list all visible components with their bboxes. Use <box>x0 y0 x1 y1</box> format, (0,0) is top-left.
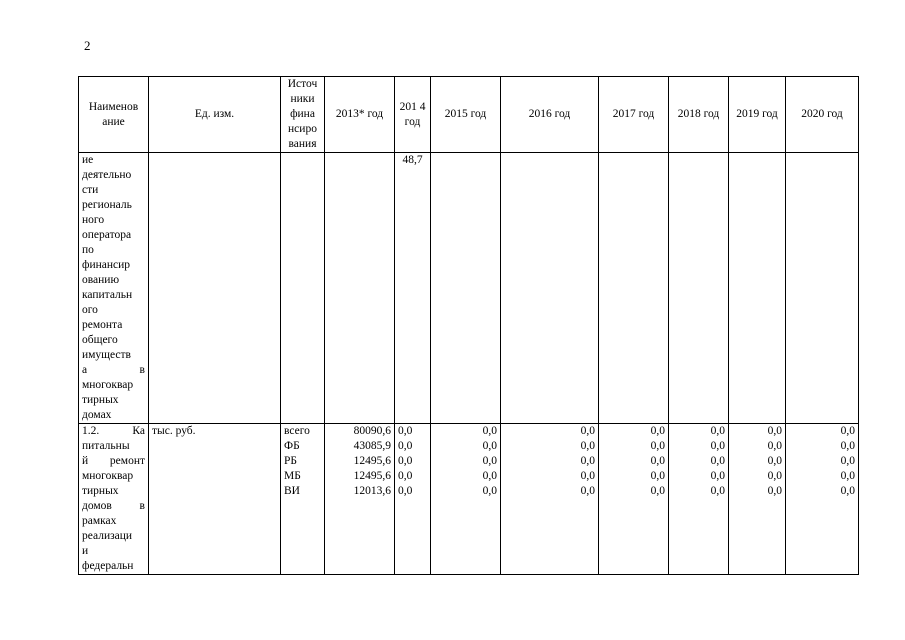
header-unit: Ед. изм. <box>149 77 281 153</box>
value-y2018: 0,0 <box>710 470 725 482</box>
activity-name-line: общего <box>82 334 118 346</box>
value-y2017: 0,0 <box>650 455 665 467</box>
value-y2013: 12495,6 <box>353 470 391 482</box>
activity-name-line: капитальн <box>82 289 133 301</box>
value-y2019: 0,0 <box>767 485 782 497</box>
repair-2020-cell <box>786 424 859 575</box>
value-y2018: 0,0 <box>710 440 725 452</box>
header-2014: 201 4 год <box>395 77 431 153</box>
value-y2015: 0,0 <box>482 440 497 452</box>
value-y2016: 0,0 <box>580 485 595 497</box>
repair-2018-cell <box>669 424 729 575</box>
header-2017: 2017 год <box>599 77 669 153</box>
activity-2017-cell <box>599 153 669 424</box>
repair-2016-cell <box>501 424 599 575</box>
value-y2014: 0,0 <box>398 455 413 467</box>
activity-name-line: ного <box>82 214 105 226</box>
header-2016: 2016 год <box>501 77 599 153</box>
value-y2019: 0,0 <box>767 440 782 452</box>
activity-2020-cell <box>786 153 859 424</box>
value-y2013: 12013,6 <box>353 485 391 497</box>
activity-2014-cell: 48,7 <box>395 153 431 424</box>
value-y2014: 0,0 <box>398 425 413 437</box>
value-y2013: 12495,6 <box>353 455 391 467</box>
value-y2016: 0,0 <box>580 440 595 452</box>
header-2018: 2018 год <box>669 77 729 153</box>
repair-name-line: федеральн <box>82 560 134 572</box>
header-2019: 2019 год <box>729 77 786 153</box>
value-y2014: 0,0 <box>398 485 413 497</box>
value-y2019: 0,0 <box>767 425 782 437</box>
activity-2015-cell <box>431 153 501 424</box>
table-row-activity <box>79 153 859 424</box>
value-y2014: 0,0 <box>398 440 413 452</box>
source-label: МБ <box>284 470 301 482</box>
source-label: ВИ <box>284 485 300 497</box>
header-2020: 2020 год <box>786 77 859 153</box>
activity-name-line: оператора <box>82 229 132 241</box>
activity-name-line: региональ <box>82 199 132 211</box>
repair-2013-cell <box>325 424 395 575</box>
header-2013: 2013* год <box>325 77 395 153</box>
value-y2019: 0,0 <box>767 470 782 482</box>
activity-name-line: ремонта <box>82 319 123 331</box>
value-y2020: 0,0 <box>840 425 855 437</box>
value-y2013: 80090,6 <box>353 425 391 437</box>
table-row-repair <box>79 424 859 575</box>
repair-name-line: многоквар <box>82 470 134 482</box>
value-y2018: 0,0 <box>710 455 725 467</box>
value-y2013: 43085,9 <box>353 440 391 452</box>
activity-name-line: ованию <box>82 274 120 286</box>
value-y2019: 0,0 <box>767 455 782 467</box>
activity-name-line: по <box>82 244 94 256</box>
activity-unit-cell <box>149 153 281 424</box>
repair-name-cell <box>79 424 149 575</box>
activity-name-line: имуществ <box>82 349 131 361</box>
value-y2017: 0,0 <box>650 485 665 497</box>
value-y2018: 0,0 <box>710 425 725 437</box>
repair-name-line: тирных <box>82 485 119 497</box>
activity-name-line: ого <box>82 304 98 316</box>
value-y2018: 0,0 <box>710 485 725 497</box>
value-y2015: 0,0 <box>482 470 497 482</box>
repair-2014-cell <box>395 424 431 575</box>
value-y2020: 0,0 <box>840 440 855 452</box>
value-y2015: 0,0 <box>482 425 497 437</box>
header-row <box>79 77 859 153</box>
value-y2015: 0,0 <box>482 455 497 467</box>
repair-name-line: домов в <box>82 500 145 512</box>
activity-name-line: тирных <box>82 394 119 406</box>
repair-source-cell <box>281 424 325 575</box>
activity-source-cell <box>281 153 325 424</box>
repair-name-line: рамках <box>82 515 117 527</box>
activity-2016-cell <box>501 153 599 424</box>
activity-name-line: домах <box>82 409 112 421</box>
value-y2017: 0,0 <box>650 440 665 452</box>
repair-2017-cell <box>599 424 669 575</box>
source-label: РБ <box>284 455 297 467</box>
activity-name-line: многоквар <box>82 379 134 391</box>
page-number: 2 <box>84 38 91 53</box>
source-label: всего <box>284 425 310 437</box>
activity-name-cell <box>79 153 149 424</box>
repair-unit-cell: тыс. руб. <box>149 424 281 575</box>
activity-name-line: сти <box>82 184 99 196</box>
repair-name-line: й ремонт <box>82 455 145 467</box>
activity-name-line: а в <box>82 364 145 376</box>
activity-name-line: финансир <box>82 259 131 271</box>
source-label: ФБ <box>284 440 300 452</box>
value-y2017: 0,0 <box>650 425 665 437</box>
repair-name-line: реализаци <box>82 530 133 542</box>
financing-table <box>78 76 859 575</box>
value-y2017: 0,0 <box>650 470 665 482</box>
activity-2013-cell <box>325 153 395 424</box>
activity-name-line: ие <box>82 154 94 166</box>
value-y2020: 0,0 <box>840 455 855 467</box>
header-name: Наименов ание <box>79 77 149 153</box>
activity-2019-cell <box>729 153 786 424</box>
activity-2018-cell <box>669 153 729 424</box>
header-source: Источ ники фина нсиро вания <box>281 77 325 153</box>
repair-2019-cell <box>729 424 786 575</box>
value-y2015: 0,0 <box>482 485 497 497</box>
header-2015: 2015 год <box>431 77 501 153</box>
value-y2020: 0,0 <box>840 485 855 497</box>
value-y2016: 0,0 <box>580 425 595 437</box>
value-y2014: 0,0 <box>398 470 413 482</box>
repair-name-line: 1.2. Ка <box>82 425 145 437</box>
repair-2015-cell <box>431 424 501 575</box>
activity-name-line: деятельно <box>82 169 132 181</box>
value-y2016: 0,0 <box>580 470 595 482</box>
value-y2020: 0,0 <box>840 470 855 482</box>
value-y2016: 0,0 <box>580 455 595 467</box>
repair-name-line: питальны <box>82 440 130 452</box>
repair-name-line: и <box>82 545 89 557</box>
